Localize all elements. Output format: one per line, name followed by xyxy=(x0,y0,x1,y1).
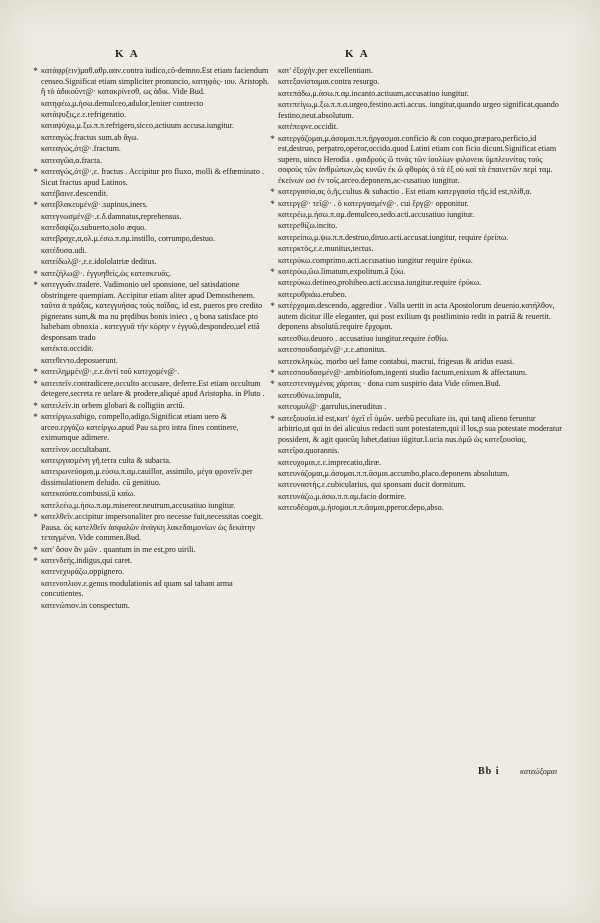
dictionary-entry xyxy=(30,379,272,400)
dictionary-entry xyxy=(30,257,272,268)
dictionary-entry xyxy=(267,379,567,390)
entry-text: κατεῖνον.occultabant. xyxy=(41,444,111,454)
dictionary-entry xyxy=(30,445,272,456)
entry-text: κατέπεφνε.occidit. xyxy=(278,122,339,132)
entry-text: κατεργασία,ας ὁ,ῆς.cultus & subactio . Est etiam κατεργασία τῆς.id est,πλίθ,α. xyxy=(278,187,532,197)
dictionary-entry xyxy=(30,412,272,444)
entry-text: κατειλεῖν.in orbem globari & colligiin arctū. xyxy=(41,400,185,410)
entry-marker: * xyxy=(33,556,38,567)
dictionary-entry xyxy=(267,391,567,402)
entry-text: κατεῖρα.quorannis. xyxy=(278,446,340,456)
dictionary-entry xyxy=(30,489,272,500)
entry-marker: * xyxy=(33,268,38,279)
dictionary-entry xyxy=(267,357,567,368)
dictionary-entry xyxy=(30,121,272,132)
entry-text: κατερεθίζω.incito. xyxy=(278,221,338,231)
entry-text: κατεβλακευμέν@·.supinus,iners. xyxy=(41,200,148,210)
entry-text: κατευνάζω,μ.άσω.π.π.αμ.facio dormire. xyxy=(278,491,407,501)
entry-text: κατενώπιον.in conspectum. xyxy=(41,600,130,610)
entry-text: κατεσπουδασμέν@·,ε.ε.attonitus. xyxy=(278,345,387,355)
dictionary-entry xyxy=(267,480,567,491)
entry-text: κατεργ@· τεῖ@· . ὁ κατεργασμέν@·. cui ἔργ@· opponitur. xyxy=(278,198,469,208)
dictionary-entry xyxy=(267,134,567,187)
entry-marker: * xyxy=(33,367,38,378)
entry-marker: * xyxy=(33,66,38,76)
entry-text: κατευθύνω.impulit, xyxy=(278,390,342,400)
entry-text: κατεκαύσα.combussi,ū καίω. xyxy=(41,489,136,499)
dictionary-entry xyxy=(267,368,567,379)
dictionary-entry xyxy=(30,456,272,467)
entry-marker: * xyxy=(270,133,275,144)
entry-text: κατευναστής.ε.cubicularius, qui sponsam ducit dormitum. xyxy=(278,480,466,490)
dictionary-entry xyxy=(30,110,272,121)
entry-marker: * xyxy=(270,267,275,278)
entry-marker: * xyxy=(270,367,275,378)
dictionary-entry xyxy=(267,345,567,356)
dictionary-entry xyxy=(267,66,567,77)
entry-text: κατερύκω.comprimo.acti.accusatiuo iungitur require ἐρύκω. xyxy=(278,255,473,265)
entry-marker: * xyxy=(33,411,38,422)
entry-marker: * xyxy=(33,166,38,177)
left-column xyxy=(30,66,272,612)
dictionary-entry xyxy=(30,66,272,98)
entry-text: κατάψυξις,ε.ε.refrigeratio. xyxy=(41,109,127,119)
entry-text: κατελεέω,μ.ήσω.π.αμ.misereor.neutrum,accusatiuo iungitur. xyxy=(41,500,236,510)
entry-text: κατ' ἐξοχὴν.per excellentiam. xyxy=(278,66,373,75)
dictionary-entry xyxy=(267,233,567,244)
entry-text: κατευδέομαι,μ.ήσομαι.π.π.ᾶσμαι,pperor.depo,abso. xyxy=(278,503,444,513)
entry-text: κατευνάζομαι,μ.άσομαι.π.π.ᾶσμαι.accumbo,placo.deponens absolutum. xyxy=(278,468,510,478)
dictionary-entry xyxy=(267,446,567,457)
entry-marker: * xyxy=(33,400,38,411)
signature-mark: Bb i xyxy=(478,766,500,777)
entry-text: κατεδαφίζω.subuerto,solo æquo. xyxy=(41,223,147,233)
entry-marker: * xyxy=(270,301,275,312)
entry-marker: * xyxy=(270,187,275,198)
dictionary-entry xyxy=(30,401,272,412)
entry-text: κατέκτα.occidit. xyxy=(41,344,94,354)
entry-text: κατέβαινε.descendit. xyxy=(41,188,109,198)
dictionary-entry xyxy=(30,246,272,257)
entry-text: κατενοπλιον.ε.genus modulationis ad quam sal tabant arma concutientes. xyxy=(41,578,233,599)
entry-marker: * xyxy=(33,512,38,523)
running-head-right: K A xyxy=(345,48,370,60)
entry-text: κατεαγὼς,ότ@·.fractum. xyxy=(41,144,121,154)
dictionary-entry xyxy=(267,503,567,514)
entry-text: κατειργασμένη γῆ.terra culta & subacta. xyxy=(41,455,171,465)
entry-text: κατερύκω.detineo,prohibeo.acti.accusa.iungitur.require ἐρύκω. xyxy=(278,278,482,288)
entry-text: κατεθεντο.deposuerunt. xyxy=(41,355,118,365)
right-column xyxy=(267,66,567,514)
dictionary-entry xyxy=(30,144,272,155)
dictionary-entry xyxy=(30,189,272,200)
entry-text: κατεξανίσταμαι.contra resurgo. xyxy=(278,77,380,87)
dictionary-entry xyxy=(267,122,567,133)
dictionary-entry xyxy=(267,458,567,469)
entry-text: κατ' ὅσον ἂν μῶν . quantum in me est,pro uirili. xyxy=(41,544,196,554)
dictionary-entry xyxy=(30,344,272,355)
dictionary-entry xyxy=(267,100,567,121)
entry-text: κατελθεῖν.accipitur impersonaliter pro necesse fuit,necessitas coegit. Pausa. ὡς κατελθεῖν ἀσφαλῶν ἀνάγκη λακεδαιμονίων ὡς δεκάτην τεταγμένα. Vide commen.Bud. xyxy=(41,512,264,543)
dictionary-entry xyxy=(267,278,567,289)
dictionary-entry xyxy=(267,267,567,278)
dictionary-entry xyxy=(267,187,567,198)
entry-text: κατεγγυᾶν.tradere. Vadimonio uel sponsione, uel satisdatione obstringere quempiam. Accipitur etiam aliter apud Demosthenem. ταῦτα ἀ πράξας, κατεγγυήσας τοὺς παῖδας, id est, pueros pro credito pignerans sum,& ma nu prędibus bonis iniecı , q bona satisface pto habebam obnoxia . κατεγγυᾶ τὴν κόρην ν ἐγγυῶ,despondeo,uel etiā desponsam trado xyxy=(41,280,263,342)
dictionary-entry xyxy=(30,212,272,223)
entry-text: κατερύω,ῶω.limatum,expolitum.ā ξύω. xyxy=(278,267,406,277)
entry-marker: * xyxy=(33,280,38,291)
entry-marker: * xyxy=(33,378,38,389)
entry-text: κατειρωνεύομαι,μ.εύσω.π.αμ.cauillor, assimilo, μέγα φρονεῖν.per dissimulationem deludo. cū genitiuo. xyxy=(41,467,253,487)
dictionary-entry xyxy=(267,199,567,210)
dictionary-entry xyxy=(30,223,272,234)
entry-text: κατευμυλ@·.garrulus,ineruditus . xyxy=(278,402,387,412)
entry-text: καταψύχω,μ.ξω.π.π.refrigero,sicco,actiuum accusa.iungitur. xyxy=(41,121,234,131)
dictionary-entry xyxy=(267,244,567,255)
entry-text: κατεργάζομαι,μ.άσομαι.π.π.ἠργασμαι.conficio & con coquo,præparo,perficio,id est,destruo, perpatro,operor,occido.quod Latini etiam con ficio dicunt.Significat etiam supero, uinco Herodia . φαιδροὺς ὥ τινάς τῶν ἰουλίων φιλονεικ ῦμπλευνίτας τούς σοφοὺς τῶν ἀνθρώπων,ὡς κυνῶν ἐκ ῶ φθορὰς ὁ τὰ ἐξ οὐ καὶ τὰ ἐπαινετῶν περὶ ταμ. ἐκείνων ωσ ἐν τοῖς.arceo.deponens,ac-cusatiuo iungitur. xyxy=(278,133,557,185)
entry-text: κατευχομαι,ε.ε.imprecatio,diræ. xyxy=(278,457,382,467)
dictionary-entry xyxy=(30,234,272,245)
dictionary-entry xyxy=(30,512,272,544)
dictionary-entry xyxy=(267,301,567,333)
dictionary-entry xyxy=(267,221,567,232)
entry-text: κατεπείγω,μ.ξω.π.π.α.urgeo,festino.acti.accus. iungitur,quando urgeo significat,quando festino,neut.absolutum. xyxy=(278,100,559,120)
running-head-left: K A xyxy=(115,48,140,60)
dictionary-entry xyxy=(30,556,272,567)
dictionary-entry xyxy=(30,545,272,556)
dictionary-entry xyxy=(267,402,567,413)
dictionary-entry xyxy=(30,501,272,512)
dictionary-entry xyxy=(30,99,272,110)
entry-text: κατεπάδω,μ.άσω.π.αμ.incanto.actiuum,accusatiuo iungitur. xyxy=(278,88,469,98)
entry-text: κατεστεναγμένας χάριτας · dona cum suspirio data Vide cōmen.Bud. xyxy=(278,379,501,389)
entry-marker: * xyxy=(270,198,275,209)
entry-text: κατερείπω,μ.ψω.π.π.destruo,diruo.acti.accusat.iungitur, require ἐρείπω. xyxy=(278,232,509,242)
dictionary-entry xyxy=(267,290,567,301)
entry-marker: * xyxy=(33,200,38,211)
entry-text: κατεαγῶα,α.fracta. xyxy=(41,155,103,165)
entry-text: κατέρχομαι.descendo, aggredior . Valla uertit in acta Apostolorum deuenio.κατήλθον, autem dicitur ille eleganter, qui post exilium q̄s postliminio redit in patriā & reuertit. deponens absolutū.require ἔρχομαι. xyxy=(278,301,555,332)
entry-text: κατεζήλω@·. ἐγγυηθεὶς,ὡς κατεσκευᾶς. xyxy=(41,268,171,278)
entry-text: κατεσθίω.deuoro . accusatiuo iungitur.require ἐσθίω. xyxy=(278,333,449,343)
entry-text: κατερυθριάω.erubeo. xyxy=(278,289,347,299)
entry-text: κατεσκληκὼς. morbo uel fame contabui, macrui, frigesus & aridus euasi. xyxy=(278,356,515,366)
dictionary-entry xyxy=(267,89,567,100)
dictionary-entry xyxy=(30,156,272,167)
dictionary-entry xyxy=(267,414,567,446)
entry-text: κατεαγώς.fractus sum.ab ἄγω. xyxy=(41,132,139,142)
entry-text: κατείδωλ@·,ε.ε.idololatriæ deditus. xyxy=(41,257,157,267)
dictionary-entry xyxy=(267,210,567,221)
entry-text: κατειλημμέν@·,ε.ε.ἀντὶ τοῦ κατεχομέν@·. xyxy=(41,367,180,377)
dictionary-entry xyxy=(267,492,567,503)
dictionary-entry xyxy=(30,601,272,612)
dictionary-entry xyxy=(30,167,272,188)
dictionary-entry xyxy=(30,269,272,280)
dictionary-entry xyxy=(267,334,567,345)
entry-text: κατέδυσα.udi. xyxy=(41,245,87,255)
entry-text: κατενδεής.indigus,qui caret. xyxy=(41,556,133,566)
entry-text: κατάφρ(ειν)μαθ.αθρ.ααν.contra iudico,cō-demno.Est etiam faciendum censeo.Significat etiam simpliciter pronuncio, κατηφός- ιου. Aristoph. ἢ τὸ ἀδικοῦντ@· κατακρίνεσθ, ως ἀδικ. Vide Bud. xyxy=(41,66,270,97)
entry-text: κατεαγώς,ότ@·,ε. fractus . Accipitur pro fluxo, molli & effœminato . Sicut fractus apud Latinos. xyxy=(41,166,265,187)
dictionary-entry xyxy=(30,200,272,211)
dictionary-entry xyxy=(30,579,272,600)
entry-text: κατεγνωσμέν@·.ε.δ.damnatus,reprehensus. xyxy=(41,211,182,221)
dictionary-entry xyxy=(30,133,272,144)
entry-text: κατεσπουδασμέν@·.ambitiofum,ingenti studio factum,enixum & affectatum. xyxy=(278,367,528,377)
entry-text: κατεξουσία.id est,κατ' ὀχεῖ εἶ ὑμῶν. uerbū peculiare iis, qui tanq̄ alieno feruntur arbitrio,ut qui in dei alicuius redacti sunt potestatem,qui il los,p sua potestate moderatur possident, & agit quocūq lubet,datiuo iūgitur.Lucia nus.ὁμῶ ὡς κατεξουσίας. xyxy=(278,413,562,444)
dictionary-entry xyxy=(267,469,567,480)
entry-marker: * xyxy=(270,379,275,390)
entry-marker: * xyxy=(270,413,275,424)
entry-text: κατηφέω,μ.ήσω.demulceo,adulor,leniter contrecto xyxy=(41,98,204,108)
entry-text: κατερκτὸς,ε.ε.munitus,tectus. xyxy=(278,244,374,254)
entry-text: κατερέω,μ.ήσω.π.αμ.demulceo,sedo.acti.accusatiuo iungitur. xyxy=(278,210,475,220)
catchword: κατεώξομαι xyxy=(520,767,558,776)
dictionary-entry xyxy=(30,567,272,578)
entry-text: κατενεχυράζω.oppignero. xyxy=(41,567,125,577)
entry-marker: * xyxy=(33,544,38,555)
dictionary-entry xyxy=(267,77,567,88)
dictionary-entry xyxy=(30,367,272,378)
dictionary-entry xyxy=(30,280,272,344)
dictionary-entry xyxy=(267,256,567,267)
entry-text: κατείργω.subigo, compello,adigo.Significat etiam uero & arceo.εργάζω κατείργω.apud Pau sa.pro intra fines continere, eximumque adimere. xyxy=(41,411,239,443)
entry-text: κατεβραχε,α,ολ.μ.έσω.π.αμ.instillo, corrumpo,destuo. xyxy=(41,234,215,244)
entry-text: κατειπεῖν.contradicere,occulto accusare, deferre.Est etiam occultum detegere,secreta re uelare & prodere,aliqué apud Aristopha. in Pluto . xyxy=(41,378,265,399)
dictionary-entry xyxy=(30,356,272,367)
dictionary-entry xyxy=(30,467,272,488)
